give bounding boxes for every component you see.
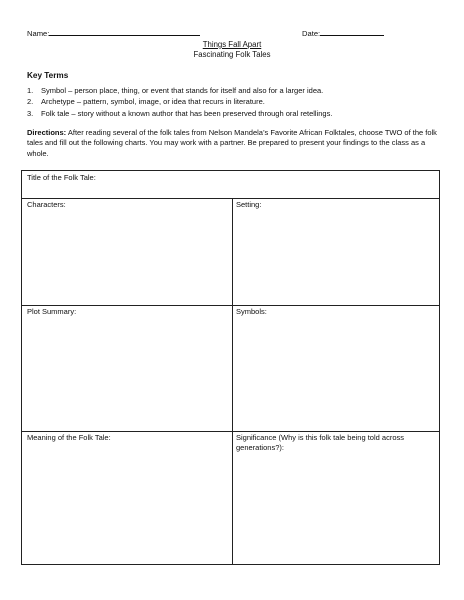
setting-cell-label: Setting: (236, 200, 262, 209)
key-term-text: Archetype – pattern, symbol, image, or idea that recurs in literature. (41, 97, 265, 107)
key-term-item (27, 96, 427, 107)
title-cell-label: Title of the Folk Tale: (27, 173, 96, 182)
name-label: Name: (27, 29, 50, 38)
chart-divider (22, 198, 439, 199)
chart-divider (22, 431, 439, 432)
book-title: Things Fall Apart (202, 40, 262, 49)
date-field[interactable] (302, 27, 384, 39)
name-field[interactable] (27, 27, 200, 39)
key-term-text: Folk tale – story without a known author that has been preserved through oral retellings. (41, 108, 333, 118)
key-term-number: 3. (27, 108, 34, 118)
date-label: Date: (302, 29, 321, 38)
folk-tale-chart (21, 170, 440, 565)
key-term-item (27, 85, 427, 96)
date-blank-line[interactable] (320, 27, 384, 36)
key-terms-heading: Key Terms (27, 71, 69, 80)
plot-summary-cell-label: Plot Summary: (27, 307, 77, 316)
key-term-number: 1. (27, 86, 34, 95)
directions-paragraph (27, 128, 439, 159)
key-term-item (27, 108, 427, 119)
key-term-text: Symbol – person place, thing, or event that stands for itself and also for a larger idea. (41, 86, 324, 95)
significance-cell-label: Significance (Why is this folk tale being told across generations?): (236, 433, 404, 452)
directions-label: Directions: (27, 128, 67, 137)
key-terms-list (27, 85, 427, 119)
chart-divider (22, 305, 439, 306)
name-blank-line[interactable] (49, 27, 200, 36)
meaning-cell-label: Meaning of the Folk Tale: (27, 433, 111, 442)
characters-cell-label: Characters: (27, 200, 66, 209)
symbols-cell-label: Symbols: (236, 307, 267, 316)
directions-text: After reading several of the folk tales from Nelson Mandela’s Favorite African Folktales, choose TWO of the folk tales and fill out the following charts. You may work with a partner. Be prepared to present your findings to the class as a whole. (27, 128, 437, 158)
title-block (0, 40, 464, 60)
worksheet-subtitle: Fascinating Folk Tales (193, 50, 271, 59)
key-term-number: 2. (27, 97, 34, 107)
chart-center-divider (232, 198, 233, 564)
